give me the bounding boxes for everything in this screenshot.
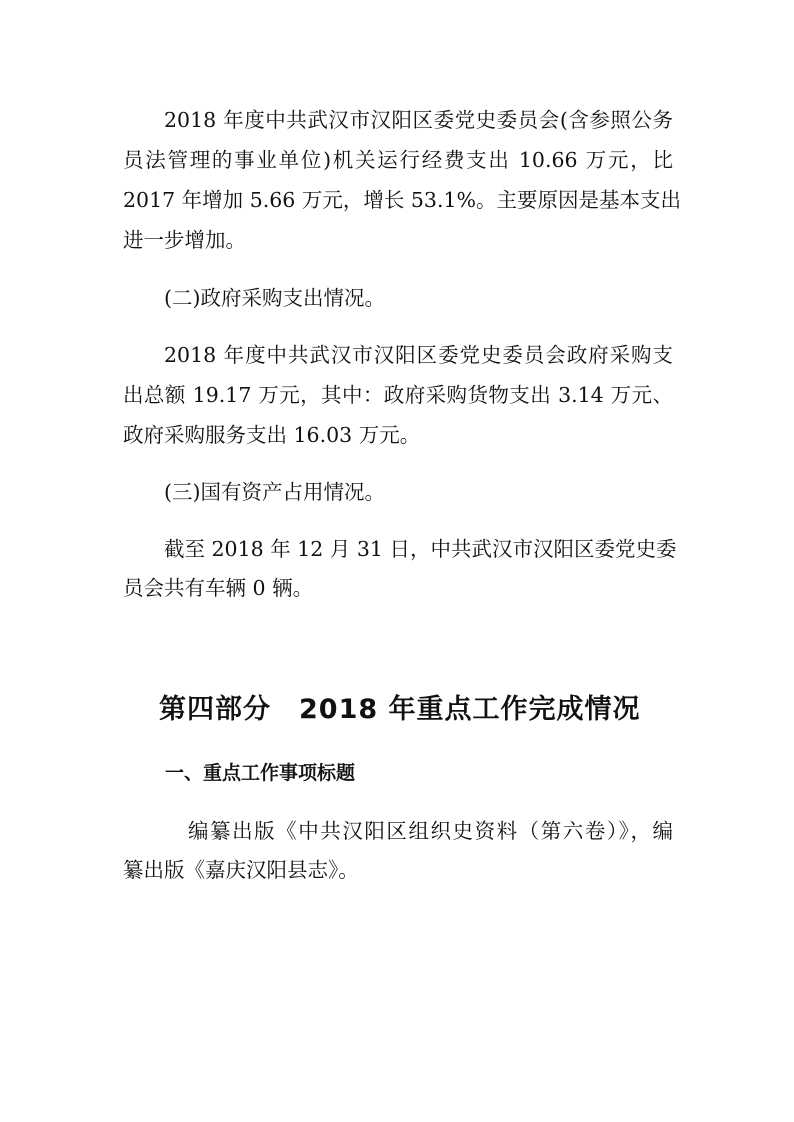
paragraph-line: 纂出版《嘉庆汉阳县志》。	[123, 858, 359, 882]
paragraph-line: 截至 2018 年 12 月 31 日，中共武汉市汉阳区委党史委	[164, 537, 677, 561]
part-heading: 第四部分 2018 年重点工作完成情况	[159, 694, 641, 725]
paragraph-line: 员会共有车辆 0 辆。	[123, 576, 314, 600]
paragraph-line: 进一步增加。	[123, 228, 246, 252]
paragraph-line: 2018 年度中共武汉市汉阳区委党史委员会政府采购支	[164, 343, 673, 367]
paragraph-line: 出总额 19.17 万元，其中：政府采购货物支出 3.14 万元、	[123, 383, 673, 407]
paragraph-line: 2017 年增加 5.66 万元，增长 53.1%。主要原因是基本支出	[123, 188, 682, 212]
paragraph-line: 政府采购服务支出 16.03 万元。	[123, 423, 421, 447]
paragraph-line: 编纂出版《中共汉阳区组织史资料（第六卷）》，编	[188, 819, 673, 843]
section-title: (二)政府采购支出情况。	[164, 286, 385, 310]
paragraph-line: 员法管理的事业单位)机关运行经费支出 10.66 万元，比	[123, 148, 673, 172]
section-title: (三)国有资产占用情况。	[164, 480, 385, 504]
sub-heading: 一、重点工作事项标题	[165, 762, 356, 784]
paragraph-line: 2018 年度中共武汉市汉阳区委党史委员会(含参照公务	[164, 108, 673, 132]
